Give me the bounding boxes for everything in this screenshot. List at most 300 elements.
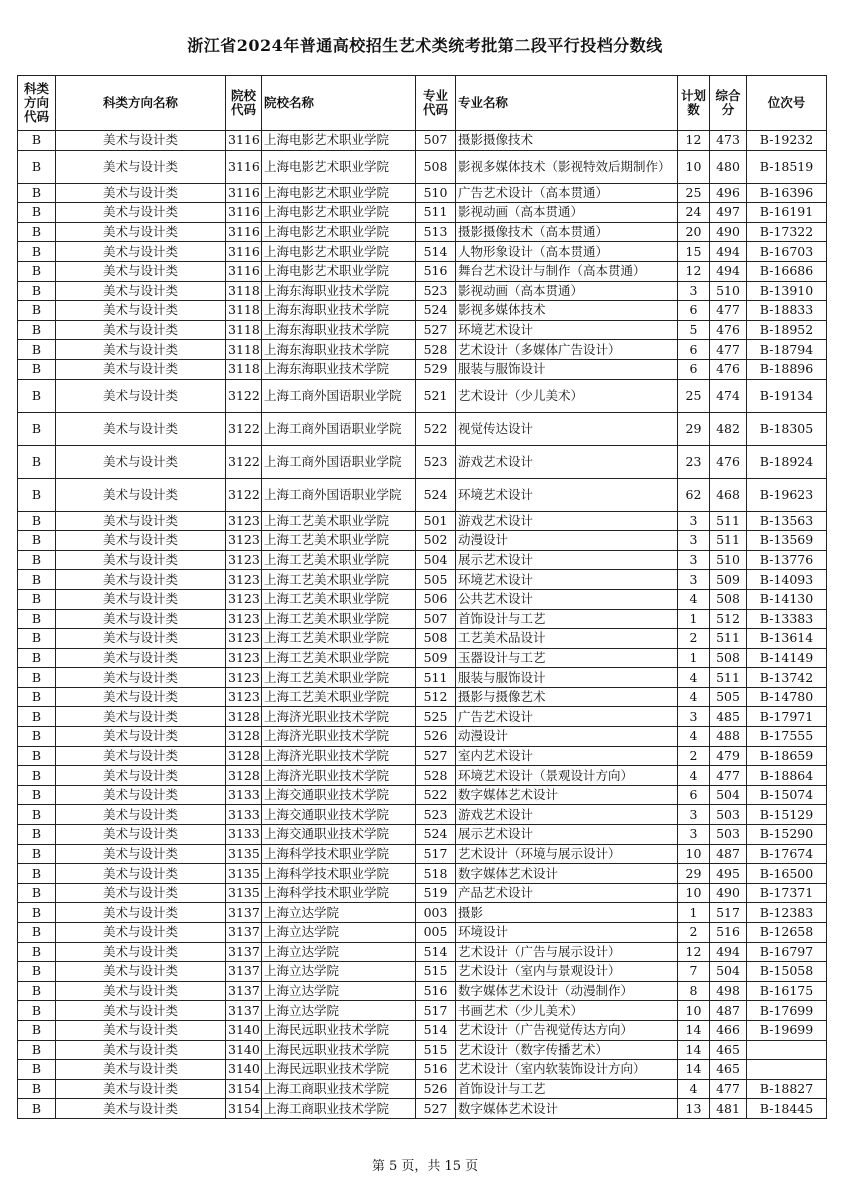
table-row	[18, 222, 827, 242]
cell-school-name: 上海工艺美术职业学院	[262, 531, 416, 551]
table-row	[18, 261, 827, 281]
table-row	[18, 883, 827, 903]
cell-plan: 3	[678, 511, 710, 531]
cell-school-code: 3122	[226, 445, 262, 478]
table-row	[18, 746, 827, 766]
cell-school-code: 3116	[226, 261, 262, 281]
cell-major-code: 513	[416, 222, 456, 242]
cell-major-name: 摄影与摄像艺术	[456, 687, 678, 707]
cell-plan: 4	[678, 687, 710, 707]
cell-code: B	[18, 570, 56, 590]
cell-code: B	[18, 864, 56, 884]
cell-direction: 美术与设计类	[56, 864, 226, 884]
cell-direction: 美术与设计类	[56, 531, 226, 551]
cell-school-name: 上海交通职业技术学院	[262, 825, 416, 845]
cell-major-code: 528	[416, 340, 456, 360]
cell-code: B	[18, 379, 56, 412]
cell-score: 477	[710, 1079, 747, 1099]
table-row	[18, 864, 827, 884]
cell-plan: 4	[678, 1079, 710, 1099]
table-row	[18, 183, 827, 203]
cell-school-code: 3123	[226, 589, 262, 609]
cell-rank: B-18952	[747, 320, 827, 340]
table-row	[18, 531, 827, 551]
table-row	[18, 1020, 827, 1040]
cell-major-code: 003	[416, 903, 456, 923]
cell-plan: 6	[678, 359, 710, 379]
cell-school-code: 3140	[226, 1060, 262, 1080]
header-direction: 科类方向名称	[56, 76, 226, 131]
cell-school-code: 3123	[226, 648, 262, 668]
cell-rank: B-13614	[747, 629, 827, 649]
cell-major-name: 环境艺术设计	[456, 478, 678, 511]
cell-code: B	[18, 805, 56, 825]
cell-score: 510	[710, 281, 747, 301]
cell-major-code: 526	[416, 727, 456, 747]
header-major-name: 专业名称	[456, 76, 678, 131]
cell-major-name: 展示艺术设计	[456, 825, 678, 845]
cell-major-name: 工艺美术品设计	[456, 629, 678, 649]
cell-rank: B-16797	[747, 942, 827, 962]
cell-major-code: 518	[416, 864, 456, 884]
cell-plan: 3	[678, 281, 710, 301]
cell-rank: B-18445	[747, 1099, 827, 1119]
cell-school-code: 3118	[226, 301, 262, 321]
cell-plan: 29	[678, 864, 710, 884]
cell-school-name: 上海交通职业技术学院	[262, 785, 416, 805]
cell-rank: B-15290	[747, 825, 827, 845]
cell-school-name: 上海工商外国语职业学院	[262, 445, 416, 478]
cell-rank: B-14130	[747, 589, 827, 609]
cell-code: B	[18, 727, 56, 747]
cell-school-code: 3123	[226, 609, 262, 629]
cell-major-code: 514	[416, 242, 456, 262]
cell-direction: 美术与设计类	[56, 183, 226, 203]
cell-major-code: 527	[416, 1099, 456, 1119]
cell-school-code: 3133	[226, 825, 262, 845]
cell-direction: 美术与设计类	[56, 379, 226, 412]
cell-score: 503	[710, 805, 747, 825]
cell-rank: B-18924	[747, 445, 827, 478]
cell-code: B	[18, 785, 56, 805]
cell-plan: 10	[678, 1001, 710, 1021]
cell-direction: 美术与设计类	[56, 511, 226, 531]
cell-school-name: 上海工艺美术职业学院	[262, 629, 416, 649]
cell-major-name: 环境艺术设计	[456, 570, 678, 590]
cell-rank: B-17699	[747, 1001, 827, 1021]
cell-code: B	[18, 746, 56, 766]
cell-major-code: 502	[416, 531, 456, 551]
cell-major-code: 510	[416, 183, 456, 203]
table-row	[18, 1099, 827, 1119]
table-row	[18, 903, 827, 923]
cell-direction: 美术与设计类	[56, 340, 226, 360]
cell-direction: 美术与设计类	[56, 766, 226, 786]
cell-direction: 美术与设计类	[56, 242, 226, 262]
cell-code: B	[18, 222, 56, 242]
cell-rank: B-19623	[747, 478, 827, 511]
cell-major-name: 艺术设计（室内与景观设计）	[456, 962, 678, 982]
cell-major-name: 影视动画（高本贯通）	[456, 281, 678, 301]
cell-direction: 美术与设计类	[56, 281, 226, 301]
cell-direction: 美术与设计类	[56, 883, 226, 903]
cell-school-code: 3116	[226, 203, 262, 223]
cell-score: 477	[710, 340, 747, 360]
table-row	[18, 1079, 827, 1099]
header-school-code: 院校代码	[226, 76, 262, 131]
cell-school-name: 上海工艺美术职业学院	[262, 570, 416, 590]
cell-rank: B-13563	[747, 511, 827, 531]
cell-rank	[747, 1040, 827, 1060]
cell-code: B	[18, 412, 56, 445]
cell-school-code: 3128	[226, 766, 262, 786]
cell-major-name: 游戏艺术设计	[456, 805, 678, 825]
table-row	[18, 589, 827, 609]
cell-code: B	[18, 1020, 56, 1040]
table-row	[18, 340, 827, 360]
cell-major-name: 影视多媒体技术	[456, 301, 678, 321]
table-row	[18, 923, 827, 943]
cell-direction: 美术与设计类	[56, 903, 226, 923]
cell-code: B	[18, 766, 56, 786]
cell-score: 481	[710, 1099, 747, 1119]
cell-school-code: 3116	[226, 131, 262, 151]
cell-major-code: 523	[416, 805, 456, 825]
cell-plan: 20	[678, 222, 710, 242]
cell-rank: B-15074	[747, 785, 827, 805]
cell-code: B	[18, 1079, 56, 1099]
cell-major-code: 501	[416, 511, 456, 531]
cell-major-name: 艺术设计（广告视觉传达方向）	[456, 1020, 678, 1040]
cell-plan: 12	[678, 261, 710, 281]
cell-code: B	[18, 203, 56, 223]
cell-school-code: 3137	[226, 962, 262, 982]
cell-major-name: 展示艺术设计	[456, 550, 678, 570]
cell-code: B	[18, 550, 56, 570]
cell-major-name: 艺术设计（环境与展示设计）	[456, 844, 678, 864]
cell-score: 495	[710, 864, 747, 884]
cell-school-name: 上海工商职业技术学院	[262, 1099, 416, 1119]
cell-direction: 美术与设计类	[56, 1001, 226, 1021]
cell-major-name: 广告艺术设计	[456, 707, 678, 727]
cell-school-code: 3133	[226, 785, 262, 805]
cell-major-code: 522	[416, 412, 456, 445]
cell-school-name: 上海立达学院	[262, 981, 416, 1001]
cell-major-code: 515	[416, 1040, 456, 1060]
header-school-name: 院校名称	[262, 76, 416, 131]
cell-major-name: 动漫设计	[456, 727, 678, 747]
cell-plan: 1	[678, 903, 710, 923]
cell-major-code: 517	[416, 844, 456, 864]
cell-code: B	[18, 883, 56, 903]
cell-major-code: 507	[416, 131, 456, 151]
cell-plan: 3	[678, 531, 710, 551]
cell-major-code: 524	[416, 301, 456, 321]
cell-major-name: 艺术设计（室内软装饰设计方向）	[456, 1060, 678, 1080]
table-row	[18, 785, 827, 805]
cell-major-name: 人物形象设计（高本贯通）	[456, 242, 678, 262]
cell-score: 504	[710, 785, 747, 805]
cell-major-code: 505	[416, 570, 456, 590]
cell-rank: B-13776	[747, 550, 827, 570]
cell-plan: 3	[678, 550, 710, 570]
cell-major-name: 公共艺术设计	[456, 589, 678, 609]
cell-code: B	[18, 445, 56, 478]
cell-major-name: 数字媒体艺术设计（动漫制作）	[456, 981, 678, 1001]
cell-score: 480	[710, 150, 747, 183]
cell-plan: 14	[678, 1060, 710, 1080]
cell-score: 516	[710, 923, 747, 943]
cell-score: 509	[710, 570, 747, 590]
cell-code: B	[18, 962, 56, 982]
cell-score: 474	[710, 379, 747, 412]
cell-school-name: 上海东海职业技术学院	[262, 359, 416, 379]
cell-plan: 5	[678, 320, 710, 340]
cell-code: B	[18, 629, 56, 649]
cell-code: B	[18, 923, 56, 943]
cell-school-name: 上海电影艺术职业学院	[262, 242, 416, 262]
cell-code: B	[18, 648, 56, 668]
cell-major-code: 527	[416, 320, 456, 340]
table-row	[18, 825, 827, 845]
table-row	[18, 131, 827, 151]
cell-major-code: 523	[416, 445, 456, 478]
cell-school-code: 3128	[226, 746, 262, 766]
cell-school-code: 3122	[226, 412, 262, 445]
cell-score: 497	[710, 203, 747, 223]
cell-school-name: 上海东海职业技术学院	[262, 320, 416, 340]
table-row	[18, 1040, 827, 1060]
cell-plan: 24	[678, 203, 710, 223]
cell-major-code: 507	[416, 609, 456, 629]
cell-score: 476	[710, 320, 747, 340]
cell-school-code: 3122	[226, 478, 262, 511]
cell-rank	[747, 1060, 827, 1080]
cell-score: 477	[710, 301, 747, 321]
cell-rank: B-14780	[747, 687, 827, 707]
cell-school-name: 上海东海职业技术学院	[262, 281, 416, 301]
cell-plan: 10	[678, 150, 710, 183]
cell-major-code: 521	[416, 379, 456, 412]
table-row	[18, 478, 827, 511]
cell-score: 494	[710, 261, 747, 281]
cell-direction: 美术与设计类	[56, 261, 226, 281]
cell-school-name: 上海工商外国语职业学院	[262, 379, 416, 412]
cell-direction: 美术与设计类	[56, 1079, 226, 1099]
cell-plan: 23	[678, 445, 710, 478]
table-row	[18, 844, 827, 864]
cell-school-code: 3123	[226, 668, 262, 688]
cell-code: B	[18, 301, 56, 321]
cell-school-code: 3135	[226, 883, 262, 903]
cell-major-name: 环境艺术设计	[456, 320, 678, 340]
cell-direction: 美术与设计类	[56, 962, 226, 982]
cell-plan: 6	[678, 301, 710, 321]
cell-direction: 美术与设计类	[56, 222, 226, 242]
cell-direction: 美术与设计类	[56, 445, 226, 478]
cell-school-code: 3128	[226, 727, 262, 747]
cell-school-code: 3123	[226, 531, 262, 551]
cell-school-name: 上海立达学院	[262, 1001, 416, 1021]
cell-rank: B-16500	[747, 864, 827, 884]
cell-rank: B-18896	[747, 359, 827, 379]
cell-score: 504	[710, 962, 747, 982]
cell-rank: B-12658	[747, 923, 827, 943]
cell-direction: 美术与设计类	[56, 923, 226, 943]
cell-major-name: 服装与服饰设计	[456, 359, 678, 379]
cell-major-name: 动漫设计	[456, 531, 678, 551]
cell-school-code: 3137	[226, 1001, 262, 1021]
cell-rank: B-13742	[747, 668, 827, 688]
cell-school-code: 3123	[226, 511, 262, 531]
cell-major-code: 517	[416, 1001, 456, 1021]
cell-score: 465	[710, 1060, 747, 1080]
table-row	[18, 320, 827, 340]
cell-direction: 美术与设计类	[56, 1099, 226, 1119]
cell-direction: 美术与设计类	[56, 942, 226, 962]
cell-school-name: 上海民远职业技术学院	[262, 1040, 416, 1060]
table-body	[18, 131, 827, 1119]
cell-code: B	[18, 903, 56, 923]
cell-school-name: 上海工艺美术职业学院	[262, 687, 416, 707]
cell-school-name: 上海民远职业技术学院	[262, 1060, 416, 1080]
cell-rank: B-18305	[747, 412, 827, 445]
cell-score: 476	[710, 445, 747, 478]
cell-major-code: 526	[416, 1079, 456, 1099]
cell-plan: 7	[678, 962, 710, 982]
table-row	[18, 962, 827, 982]
table-row	[18, 766, 827, 786]
cell-school-code: 3123	[226, 550, 262, 570]
cell-school-code: 3116	[226, 150, 262, 183]
table-row	[18, 629, 827, 649]
cell-score: 487	[710, 844, 747, 864]
cell-rank: B-13910	[747, 281, 827, 301]
cell-rank: B-16175	[747, 981, 827, 1001]
table-row	[18, 805, 827, 825]
header-score: 综合分	[710, 76, 747, 131]
table-row	[18, 942, 827, 962]
cell-rank: B-17674	[747, 844, 827, 864]
cell-plan: 4	[678, 589, 710, 609]
cell-school-name: 上海济光职业技术学院	[262, 746, 416, 766]
cell-code: B	[18, 942, 56, 962]
cell-major-code: 529	[416, 359, 456, 379]
cell-major-name: 服装与服饰设计	[456, 668, 678, 688]
cell-school-name: 上海济光职业技术学院	[262, 707, 416, 727]
cell-plan: 2	[678, 746, 710, 766]
cell-code: B	[18, 668, 56, 688]
cell-direction: 美术与设计类	[56, 478, 226, 511]
cell-plan: 8	[678, 981, 710, 1001]
cell-score: 508	[710, 648, 747, 668]
cell-score: 465	[710, 1040, 747, 1060]
cell-school-name: 上海东海职业技术学院	[262, 301, 416, 321]
cell-score: 473	[710, 131, 747, 151]
cell-school-code: 3128	[226, 707, 262, 727]
cell-school-name: 上海工商职业技术学院	[262, 1079, 416, 1099]
cell-major-code: 511	[416, 668, 456, 688]
cell-school-name: 上海科学技术职业学院	[262, 844, 416, 864]
cell-major-code: 524	[416, 478, 456, 511]
cell-direction: 美术与设计类	[56, 609, 226, 629]
cell-major-name: 影视动画（高本贯通）	[456, 203, 678, 223]
cell-direction: 美术与设计类	[56, 359, 226, 379]
cell-rank: B-17322	[747, 222, 827, 242]
cell-major-code: 506	[416, 589, 456, 609]
cell-rank: B-16703	[747, 242, 827, 262]
cell-school-code: 3133	[226, 805, 262, 825]
cell-plan: 14	[678, 1020, 710, 1040]
cell-direction: 美术与设计类	[56, 629, 226, 649]
table-row	[18, 412, 827, 445]
cell-code: B	[18, 261, 56, 281]
table-row	[18, 281, 827, 301]
cell-rank: B-18864	[747, 766, 827, 786]
cell-school-name: 上海工艺美术职业学院	[262, 668, 416, 688]
page-footer: 第 5 页，共 15 页	[371, 1159, 479, 1174]
cell-school-code: 3137	[226, 981, 262, 1001]
cell-school-name: 上海电影艺术职业学院	[262, 261, 416, 281]
cell-direction: 美术与设计类	[56, 707, 226, 727]
table-row	[18, 570, 827, 590]
cell-direction: 美术与设计类	[56, 150, 226, 183]
table-row	[18, 1001, 827, 1021]
cell-rank: B-19134	[747, 379, 827, 412]
cell-rank: B-14149	[747, 648, 827, 668]
cell-code: B	[18, 281, 56, 301]
cell-direction: 美术与设计类	[56, 1020, 226, 1040]
cell-major-code: 524	[416, 825, 456, 845]
cell-code: B	[18, 478, 56, 511]
cell-direction: 美术与设计类	[56, 131, 226, 151]
cell-major-name: 环境设计	[456, 923, 678, 943]
cell-major-name: 影视多媒体技术（影视特效后期制作）	[456, 150, 678, 183]
cell-major-code: 514	[416, 942, 456, 962]
cell-major-name: 视觉传达设计	[456, 412, 678, 445]
cell-direction: 美术与设计类	[56, 727, 226, 747]
cell-plan: 2	[678, 923, 710, 943]
table-row	[18, 150, 827, 183]
cell-code: B	[18, 511, 56, 531]
cell-code: B	[18, 1001, 56, 1021]
cell-score: 494	[710, 242, 747, 262]
cell-school-code: 3118	[226, 340, 262, 360]
cell-major-name: 舞台艺术设计与制作（高本贯通）	[456, 261, 678, 281]
cell-direction: 美术与设计类	[56, 648, 226, 668]
cell-code: B	[18, 825, 56, 845]
cell-major-code: 525	[416, 707, 456, 727]
cell-plan: 13	[678, 1099, 710, 1119]
cell-major-code: 516	[416, 1060, 456, 1080]
cell-major-code: 528	[416, 766, 456, 786]
cell-score: 476	[710, 359, 747, 379]
cell-school-code: 3137	[226, 903, 262, 923]
table-row	[18, 981, 827, 1001]
cell-score: 488	[710, 727, 747, 747]
cell-rank: B-19699	[747, 1020, 827, 1040]
table-row	[18, 1060, 827, 1080]
cell-score: 510	[710, 550, 747, 570]
cell-direction: 美术与设计类	[56, 1040, 226, 1060]
cell-plan: 6	[678, 340, 710, 360]
cell-rank: B-16191	[747, 203, 827, 223]
cell-school-code: 3135	[226, 864, 262, 884]
cell-code: B	[18, 131, 56, 151]
cell-school-code: 3123	[226, 629, 262, 649]
cell-direction: 美术与设计类	[56, 301, 226, 321]
cell-major-code: 515	[416, 962, 456, 982]
